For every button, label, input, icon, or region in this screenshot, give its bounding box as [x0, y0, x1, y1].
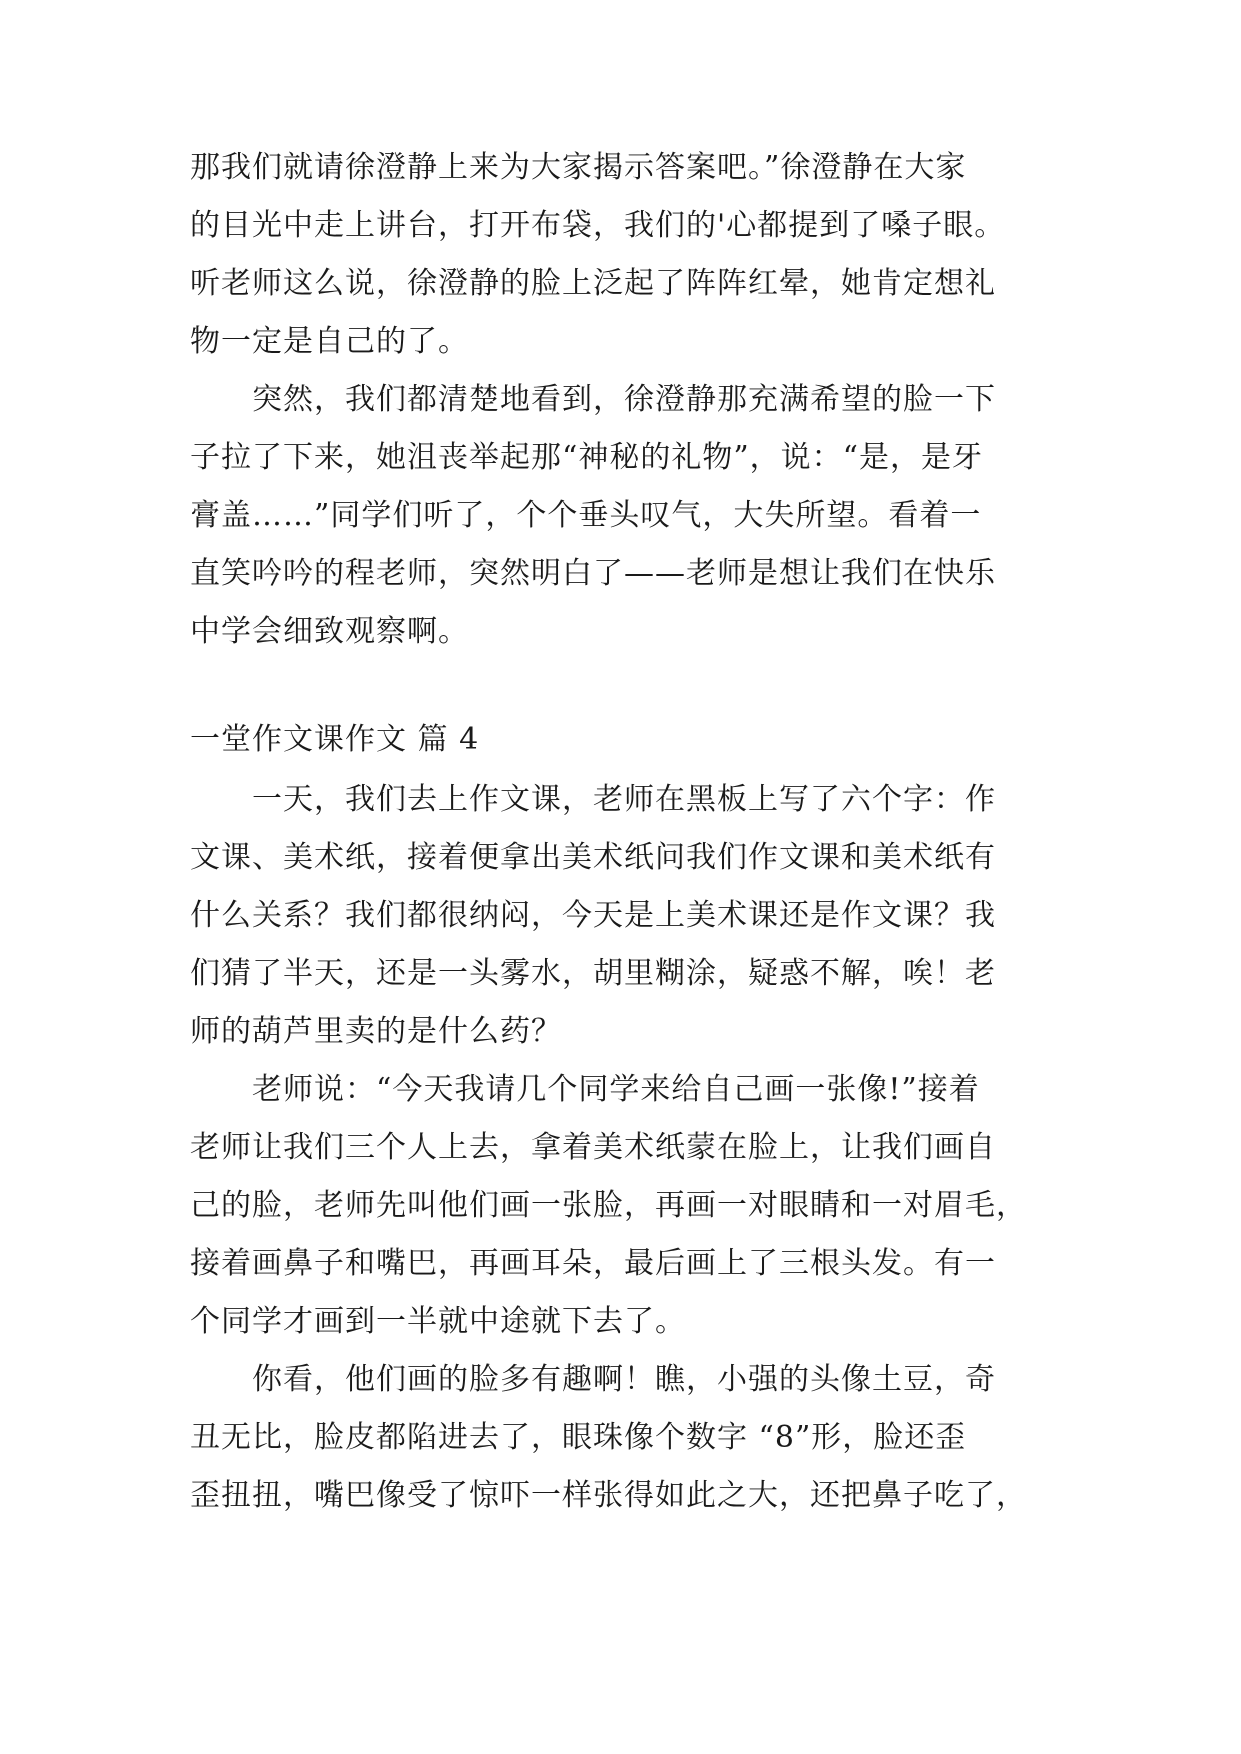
- text-line: 膏盖……”同学们听了，个个垂头叹气，大失所望。看着一: [190, 498, 982, 533]
- text-line: 中学会细致观察啊。: [190, 614, 469, 649]
- text-line: 师的葫芦里卖的是什么药？: [190, 1014, 562, 1049]
- text-line: 听老师这么说，徐澄静的脸上泛起了阵阵红晕，她肯定想礼: [190, 266, 996, 301]
- paragraph-start-line: 一天，我们去上作文课，老师在黑板上写了六个字：作: [190, 782, 996, 817]
- text-line: 们猜了半天，还是一头雾水，胡里糊涂，疑惑不解，唉！老: [190, 956, 996, 991]
- text-line: 的目光中走上讲台，打开布袋，我们的'心都提到了嗓子眼。: [190, 208, 1006, 243]
- text-line: 那我们就请徐澄静上来为大家揭示答案吧。”徐澄静在大家: [190, 150, 967, 185]
- text-line: 己的脸，老师先叫他们画一张脸，再画一对眼睛和一对眉毛，: [190, 1188, 1027, 1223]
- paragraph-start-line: 老师说：“今天我请几个同学来给自己画一张像!”接着: [190, 1072, 980, 1107]
- text-line: 子拉了下来，她沮丧举起那“神秘的礼物”，说：“是，是牙: [190, 440, 984, 475]
- paragraph-start-line: 你看，他们画的脸多有趣啊！瞧，小强的头像土豆，奇: [190, 1362, 996, 1397]
- text-line: 文课、美术纸，接着便拿出美术纸问我们作文课和美术纸有: [190, 840, 996, 875]
- section-heading: 一堂作文课作文 篇 4: [190, 722, 480, 757]
- text-line: 什么关系？我们都很纳闷，今天是上美术课还是作文课？我: [190, 898, 996, 933]
- text-line: 丑无比，脸皮都陷进去了，眼珠像个数字 “8”形，脸还歪: [190, 1420, 967, 1455]
- text-line: 直笑吟吟的程老师，突然明白了——老师是想让我们在快乐: [190, 556, 996, 591]
- text-line: 老师让我们三个人上去，拿着美术纸蒙在脸上，让我们画自: [190, 1130, 996, 1165]
- paragraph-start-line: 突然，我们都清楚地看到，徐澄静那充满希望的脸一下: [190, 382, 996, 417]
- text-line: 歪扭扭，嘴巴像受了惊吓一样张得如此之大，还把鼻子吃了，: [190, 1478, 1027, 1513]
- text-line: 接着画鼻子和嘴巴，再画耳朵，最后画上了三根头发。有一: [190, 1246, 996, 1281]
- text-line: 物一定是自己的了。: [190, 324, 469, 359]
- text-line: 个同学才画到一半就中途就下去了。: [190, 1304, 686, 1339]
